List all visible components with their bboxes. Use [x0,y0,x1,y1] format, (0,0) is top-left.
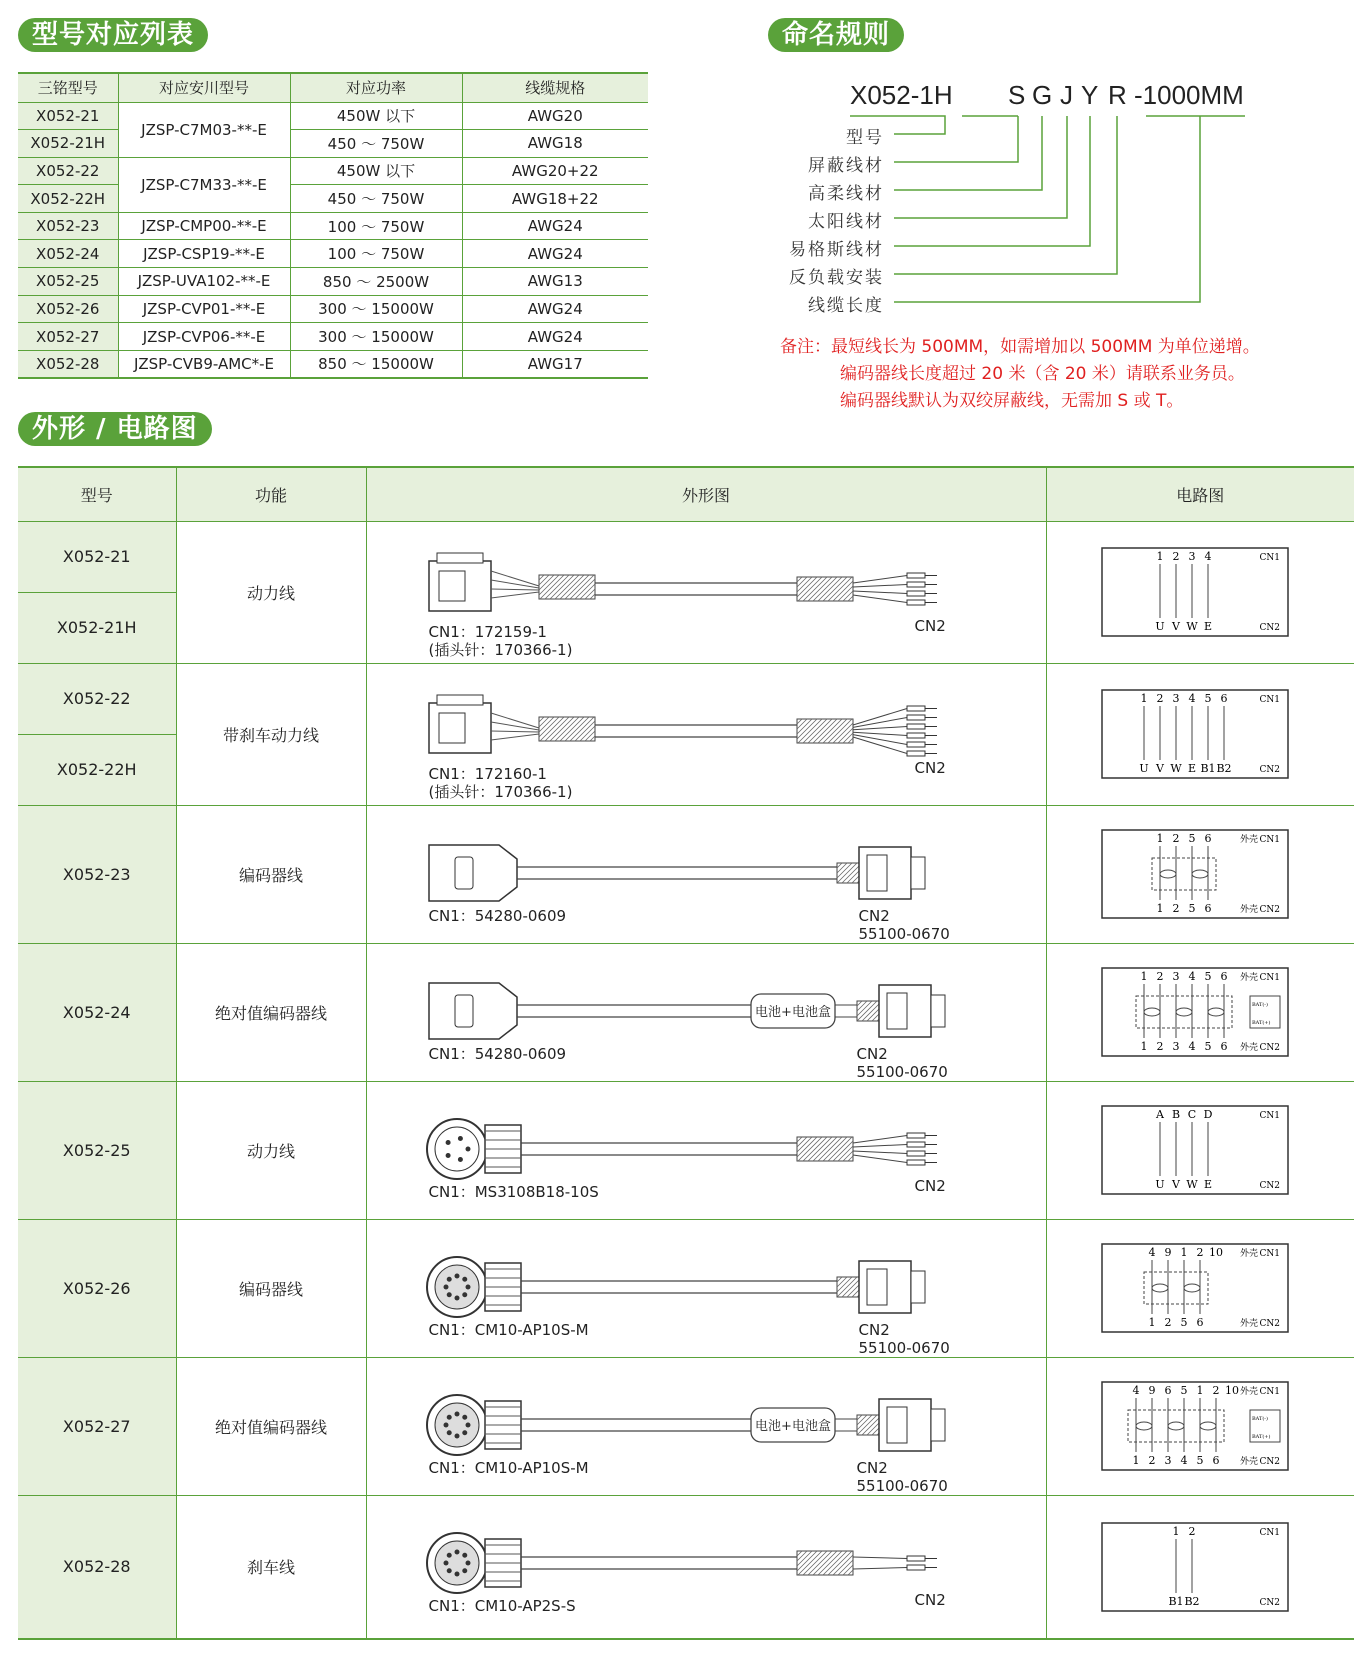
power-cell: 450W 以下 [290,102,462,130]
circuit-pin-top: 3 [1172,970,1180,983]
circuit-pin-top: 5 [1188,832,1196,845]
cable-drawing [429,983,945,1039]
outline-function-cell: 编码器线 [176,1219,366,1357]
outline-model-cell: X052-27 [18,1357,176,1495]
table-row [18,521,1354,592]
circuit-cn1-label: CN1 [1259,695,1281,705]
circuit-pin-top: 2 [1156,970,1164,983]
table-row [18,130,648,158]
model-cell: X052-26 [18,295,118,323]
power-cell: 450 ～ 750W [290,130,462,158]
model-cell: X052-28 [18,350,118,378]
code-part-r: R [1108,80,1127,110]
circuit-cn2-label: CN2 [1259,1181,1281,1191]
outline-drawing-cell [366,805,1046,943]
circuit-pin-bottom: B2 [1184,1594,1200,1608]
circuit-cn1-label: CN1 [1259,553,1281,563]
cn2-label: CN2 [914,1176,946,1195]
code-part-s: S [1008,80,1026,110]
circuit-pin-top: 1 [1196,1384,1204,1397]
model-cell: X052-24 [18,240,118,268]
circuit-drawing [1102,968,1288,1056]
table-row [18,805,1354,943]
circuit-pin-bottom: 3 [1172,1040,1180,1053]
circuit-bat-plus: BAT(+) [1252,1020,1271,1026]
awg-cell: AWG24 [462,240,648,268]
circuit-pin-top: 3 [1188,550,1196,563]
outline-model-cell: X052-26 [18,1219,176,1357]
cn2-label: CN2 [858,1320,890,1339]
cn1-label: CN1：MS3108B18-10S [428,1182,599,1201]
outline-function-cell: 动力线 [176,521,366,663]
circuit-pin-bottom: E [1188,762,1197,775]
circuit-pin-top: 2 [1212,1384,1220,1397]
outline-table [18,466,1354,1640]
circuit-pin-top: 4 [1188,692,1196,705]
cable-drawing [427,1257,925,1317]
circuit-pin-bottom: V [1172,1178,1181,1191]
yaskawa-cell: JZSP-C7M03-**-E [118,102,290,157]
power-cell: 450W 以下 [290,157,462,185]
code-part-y: Y [1081,80,1099,110]
circuit-pin-top: 2 [1188,1524,1196,1538]
circuit-pin-bottom: 2 [1172,902,1180,915]
notes [780,334,1260,415]
table-row [18,185,648,213]
circuit-pin-bottom: 1 [1140,1040,1148,1053]
circuit-bat-minus: BAT(-) [1252,1416,1269,1422]
model-cell: X052-21H [18,130,118,158]
yaskawa-cell: JZSP-CVP06-**-E [118,323,290,351]
circuit-pin-bottom: V [1172,620,1181,633]
circuit-pin-bottom: 2 [1156,1040,1164,1053]
power-cell: 850 ～ 2500W [290,268,462,296]
circuit-pin-bottom: W [1170,762,1182,775]
circuit-pin-bottom: U [1155,620,1165,633]
code-part-base: X052-1H [850,80,953,110]
circuit-pin-top: D [1203,1108,1213,1121]
circuit-pin-top: 1 [1140,692,1148,705]
cable-drawing [429,695,937,756]
circuit-svg [1100,1242,1300,1334]
cn2-part-label: 55100-0670 [856,1062,948,1081]
circuit-pin-top: 4 [1204,550,1212,563]
circuit-svg [1100,1521,1300,1613]
circuit-shell-bottom: 外壳 [1240,1457,1259,1467]
circuit-pin-top: 4 [1132,1384,1140,1397]
circuit-pin-top: 1 [1156,832,1164,845]
circuit-cn1-label: CN1 [1259,1249,1281,1259]
circuit-shell-bottom: 外壳 [1240,905,1259,915]
outline-model-cell: X052-25 [18,1081,176,1219]
cn1-pin-label: (插头针：170366-1) [428,641,573,660]
circuit-pin-top: 5 [1180,1384,1188,1397]
outline-drawing-cell [366,943,1046,1081]
outline-function-cell: 编码器线 [176,805,366,943]
power-cell: 100 ～ 750W [290,212,462,240]
circuit-svg [1100,688,1300,780]
outline-function-cell: 绝对值编码器线 [176,943,366,1081]
outline-drawing-cell [366,1219,1046,1357]
circuit-pin-bottom: B1 [1200,762,1216,775]
circuit-pin-bottom: V [1156,762,1165,775]
power-cell: 850 ～ 15000W [290,350,462,378]
table-row [18,1219,1354,1357]
circuit-svg [1100,966,1300,1058]
circuit-pin-top: 2 [1156,692,1164,705]
circuit-pin-top: B [1172,1108,1181,1121]
circuit-drawing [1102,830,1288,918]
section-title-outline: 外形 / 电路图 [18,412,212,446]
outline-drawing-cell [366,1495,1046,1639]
circuit-pin-top: 1 [1172,1524,1180,1538]
circuit-pin-top: 1 [1156,550,1164,563]
yaskawa-cell: JZSP-CVP01-**-E [118,295,290,323]
circuit-pin-top: 2 [1172,832,1180,845]
circuit-pin-bottom: 6 [1204,902,1212,915]
table-row [18,212,648,240]
outline-drawing-cell [366,663,1046,805]
section-title-naming: 命名规则 [768,18,904,52]
circuit-pin-top: 6 [1220,692,1228,705]
circuit-drawing [1102,548,1288,636]
cn1-label: CN1：172160-1 [428,765,547,784]
outline-drawing-cell [366,521,1046,663]
awg-cell: AWG20 [462,102,648,130]
note-line: 编码器线长度超过 20 米（含 20 米）请联系业务员。 [840,364,1245,384]
table-row [18,1357,1354,1495]
cable-drawing [427,1533,937,1593]
circuit-pin-top: 6 [1164,1384,1172,1397]
circuit-shell-top: 外壳 [1240,1387,1259,1397]
table-row [18,943,1354,1081]
yaskawa-cell: JZSP-CSP19-**-E [118,240,290,268]
cn1-pin-label: (插头针：170366-1) [428,783,573,802]
model-cell: X052-22 [18,157,118,185]
circuit-cn1-label: CN1 [1259,1387,1281,1397]
circuit-cn2-label: CN2 [1259,905,1281,915]
circuit-pin-bottom: 1 [1156,902,1164,915]
outline-circuit-cell [1046,943,1354,1081]
header-sanming: 三铭型号 [18,73,118,102]
outline-circuit-cell [1046,521,1354,663]
cn1-label: CN1：54280-0609 [428,1044,567,1063]
power-cell: 450 ～ 750W [290,185,462,213]
power-cell: 300 ～ 15000W [290,323,462,351]
outline-circuit-cell [1046,805,1354,943]
cn1-label: CN1：CM10-AP2S-S [428,1597,576,1616]
awg-cell: AWG24 [462,323,648,351]
note-line: 备注：最短线长为 500MM，如需增加以 500MM 为单位递增。 [780,337,1260,357]
note-line: 编码器线默认为双绞屏蔽线，无需加 S 或 T。 [840,391,1184,411]
header-function: 功能 [176,467,366,521]
circuit-bat-minus: BAT(-) [1252,1002,1269,1008]
circuit-cn2-label: CN2 [1259,1457,1281,1467]
naming-label-model: 型号 [846,128,884,148]
battery-label: 电池+电池盒 [754,1418,831,1434]
circuit-pin-bottom: E [1204,1178,1213,1191]
model-cell: X052-22H [18,185,118,213]
circuit-pin-bottom: 1 [1132,1454,1140,1467]
table-row [18,1081,1354,1219]
power-cell: 100 ～ 750W [290,240,462,268]
naming-label-shield: 屏蔽线材 [808,156,884,176]
outline-model-cell: X052-28 [18,1495,176,1639]
circuit-svg [1100,546,1300,638]
header-model: 型号 [18,467,176,521]
cn2-label: CN2 [914,1591,946,1610]
awg-cell: AWG24 [462,212,648,240]
circuit-cn2-label: CN2 [1259,1319,1281,1329]
outline-function-cell: 绝对值编码器线 [176,1357,366,1495]
circuit-pin-top: 5 [1204,692,1212,705]
circuit-pin-bottom: B2 [1216,762,1232,775]
table-row [18,157,648,185]
outline-model-cell: X052-22 [18,663,176,734]
cn2-label: CN2 [858,906,890,925]
circuit-cn1-label: CN1 [1259,835,1281,845]
circuit-shell-bottom: 外壳 [1240,1043,1259,1053]
circuit-pin-bottom: W [1186,1178,1198,1191]
header-power: 对应功率 [290,73,462,102]
circuit-pin-bottom: 2 [1148,1454,1156,1467]
circuit-pin-bottom: 4 [1180,1454,1188,1467]
model-cell: X052-21 [18,102,118,130]
circuit-pin-top: 6 [1220,970,1228,983]
table-row [18,102,648,130]
circuit-pin-top: A [1156,1108,1165,1121]
circuit-pin-top: 10 [1209,1246,1224,1259]
outline-model-cell: X052-24 [18,943,176,1081]
header-yaskawa: 对应安川型号 [118,73,290,102]
outline-model-cell: X052-22H [18,734,176,805]
circuit-svg [1100,1380,1300,1472]
circuit-cn1-label: CN1 [1259,973,1281,983]
yaskawa-cell: JZSP-CVB9-AMC*-E [118,350,290,378]
awg-cell: AWG20+22 [462,157,648,185]
circuit-pin-top: 3 [1172,692,1180,705]
circuit-pin-bottom: 4 [1188,1040,1196,1053]
awg-cell: AWG13 [462,268,648,296]
table-row [18,240,648,268]
circuit-drawing [1102,1382,1288,1470]
circuit-pin-top: 4 [1188,970,1196,983]
battery-label: 电池+电池盒 [754,1004,831,1020]
outline-circuit-cell [1046,1495,1354,1639]
circuit-pin-bottom: 6 [1212,1454,1220,1467]
circuit-cn2-label: CN2 [1259,1043,1281,1053]
naming-label-taiyo: 太阳线材 [808,212,884,232]
circuit-pin-bottom: 5 [1196,1454,1204,1467]
circuit-svg [1100,828,1300,920]
circuit-pin-bottom: 3 [1164,1454,1172,1467]
outline-function-cell: 刹车线 [176,1495,366,1639]
outline-circuit-cell [1046,1081,1354,1219]
circuit-pin-top: 6 [1204,832,1212,845]
circuit-drawing [1102,1106,1288,1194]
circuit-pin-top: 2 [1196,1246,1204,1259]
model-cell: X052-25 [18,268,118,296]
yaskawa-cell: JZSP-CMP00-**-E [118,212,290,240]
circuit-drawing [1102,1244,1288,1332]
table-row [18,268,648,296]
circuit-pin-bottom: 6 [1196,1316,1204,1329]
outline-model-cell: X052-21 [18,521,176,592]
circuit-pin-top: 10 [1225,1384,1240,1397]
cn2-label: CN2 [856,1458,888,1477]
cn2-part-label: 55100-0670 [858,924,950,943]
circuit-pin-bottom: 6 [1220,1040,1228,1053]
circuit-pin-top: 1 [1180,1246,1188,1259]
yaskawa-cell: JZSP-C7M33-**-E [118,157,290,212]
cn2-part-label: 55100-0670 [858,1338,950,1357]
circuit-pin-top: 2 [1172,550,1180,563]
outline-header [18,467,1354,521]
cable-drawing [427,1395,945,1455]
header-cable: 线缆规格 [462,73,648,102]
naming-label-length: 线缆长度 [808,296,884,316]
outline-drawing-cell [366,1357,1046,1495]
awg-cell: AWG18 [462,130,648,158]
code-part-j: J [1060,80,1073,110]
cn2-label: CN2 [914,759,946,778]
circuit-pin-top: 1 [1140,970,1148,983]
cable-drawing [427,1119,937,1179]
outline-circuit-cell [1046,1357,1354,1495]
naming-label-igus: 易格斯线材 [789,240,884,260]
outline-function-cell: 带刹车动力线 [176,663,366,805]
outline-circuit-cell [1046,1219,1354,1357]
cn1-label: CN1：CM10-AP10S-M [428,1458,589,1477]
circuit-drawing [1102,1523,1288,1611]
circuit-pin-bottom: 1 [1148,1316,1156,1329]
model-cell: X052-27 [18,323,118,351]
model-table-header [18,73,648,102]
model-cell: X052-23 [18,212,118,240]
circuit-shell-top: 外壳 [1240,973,1259,983]
header-outline: 外形图 [366,467,1046,521]
awg-cell: AWG18+22 [462,185,648,213]
circuit-cn2-label: CN2 [1259,623,1281,633]
cable-drawing [429,845,925,901]
table-row [18,350,648,378]
table-row [18,663,1354,734]
circuit-bat-plus: BAT(+) [1252,1434,1271,1440]
circuit-svg [1100,1104,1300,1196]
code-part-g: G [1032,80,1053,110]
naming-label-reverse: 反负载安装 [789,268,884,288]
circuit-pin-top: 9 [1164,1246,1172,1259]
cable-drawing [429,553,937,611]
circuit-pin-bottom: 5 [1180,1316,1188,1329]
outline-circuit-cell [1046,663,1354,805]
circuit-shell-top: 外壳 [1240,835,1259,845]
circuit-pin-bottom: E [1204,620,1213,633]
circuit-pin-bottom: B1 [1168,1594,1184,1608]
power-cell: 300 ～ 15000W [290,295,462,323]
circuit-pin-top: 5 [1204,970,1212,983]
cn2-label: CN2 [856,1044,888,1063]
awg-cell: AWG24 [462,295,648,323]
circuit-pin-top: 4 [1148,1246,1156,1259]
model-table [18,72,648,379]
awg-cell: AWG17 [462,350,648,378]
circuit-drawing [1102,690,1288,778]
circuit-pin-bottom: W [1186,620,1198,633]
table-row [18,295,648,323]
circuit-pin-bottom: 5 [1204,1040,1212,1053]
circuit-pin-top: C [1188,1108,1197,1121]
circuit-cn2-label: CN2 [1259,1597,1281,1608]
circuit-pin-bottom: U [1155,1178,1165,1191]
code-part-length: -1000MM [1134,80,1244,110]
circuit-cn1-label: CN1 [1259,1527,1281,1538]
header-circuit: 电路图 [1046,467,1354,521]
table-row [18,1495,1354,1639]
circuit-pin-top: 9 [1148,1384,1156,1397]
naming-diagram [770,76,1350,316]
outline-drawing-cell [366,1081,1046,1219]
circuit-shell-top: 外壳 [1240,1249,1259,1259]
cn2-label: CN2 [914,617,946,636]
circuit-cn2-label: CN2 [1259,765,1281,775]
section-title-models: 型号对应列表 [18,18,208,52]
cn2-part-label: 55100-0670 [856,1476,948,1495]
outline-model-cell: X052-21H [18,592,176,663]
outline-model-cell: X052-23 [18,805,176,943]
outline-function-cell: 动力线 [176,1081,366,1219]
circuit-pin-bottom: U [1139,762,1149,775]
table-row [18,323,648,351]
cn1-label: CN1：54280-0609 [428,906,567,925]
yaskawa-cell: JZSP-UVA102-**-E [118,268,290,296]
cn1-label: CN1：CM10-AP10S-M [428,1320,589,1339]
circuit-cn1-label: CN1 [1259,1111,1281,1121]
circuit-pin-bottom: 2 [1164,1316,1172,1329]
circuit-shell-bottom: 外壳 [1240,1319,1259,1329]
cn1-label: CN1：172159-1 [428,623,547,642]
naming-label-flex: 高柔线材 [808,184,884,204]
circuit-pin-bottom: 5 [1188,902,1196,915]
